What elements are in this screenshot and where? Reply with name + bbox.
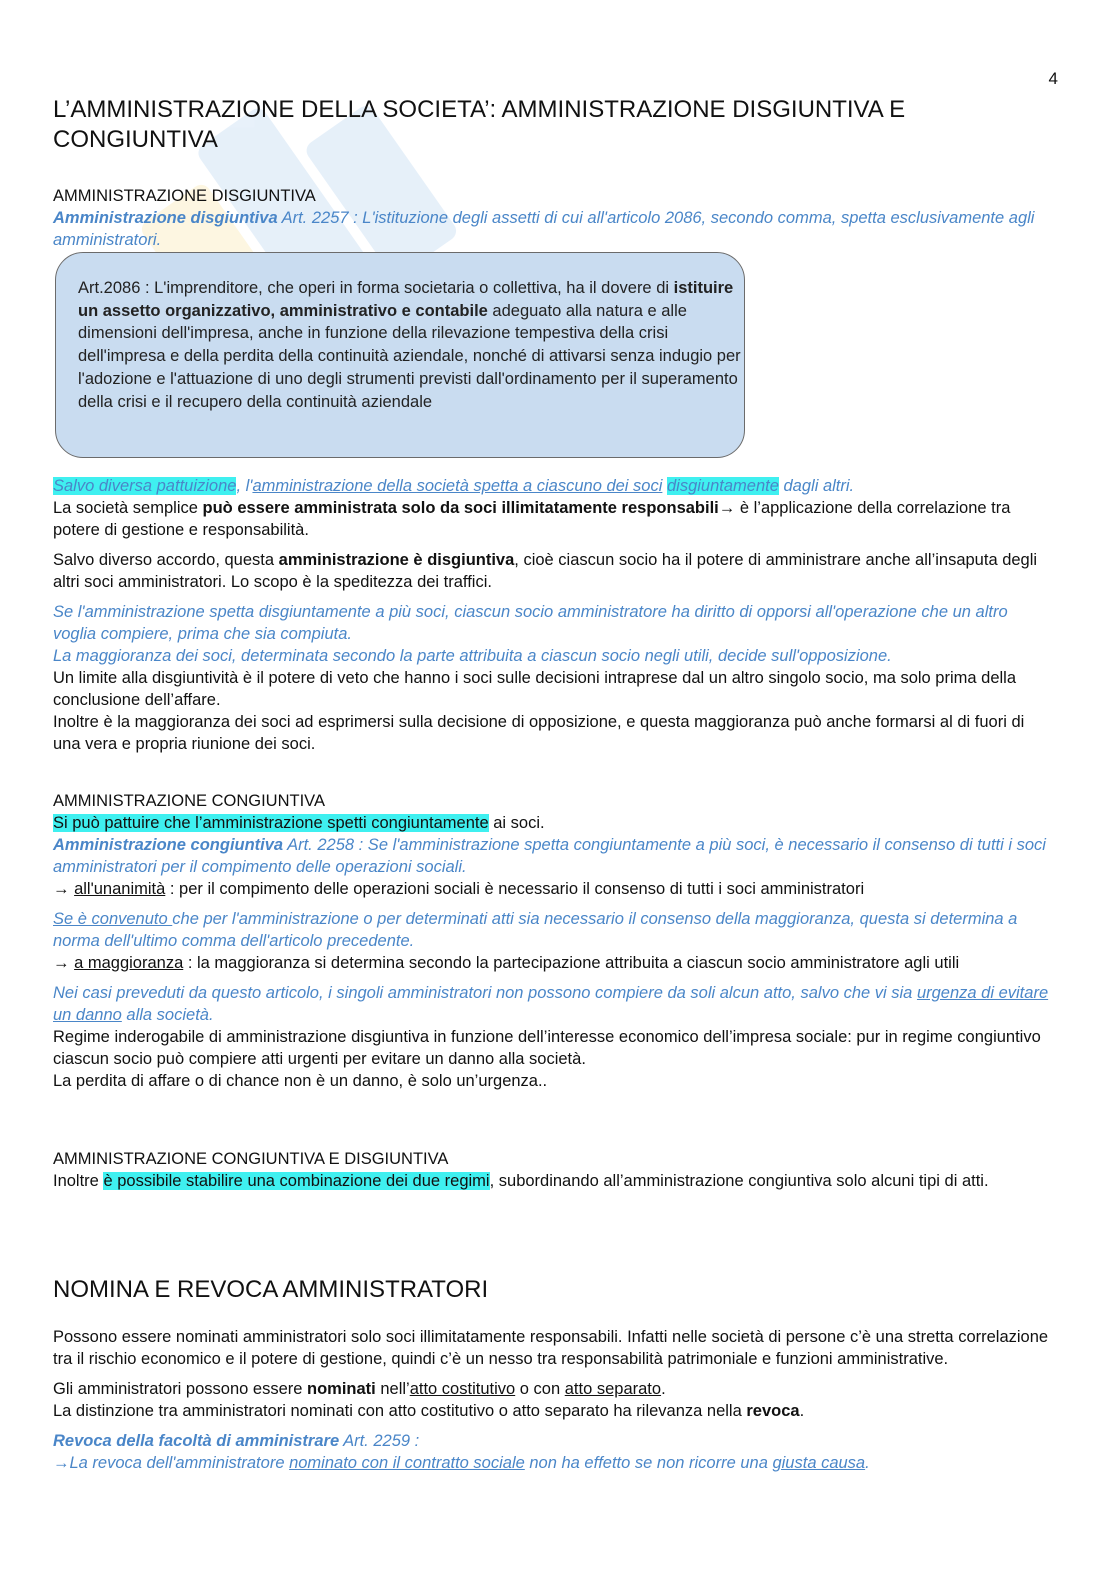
arrow: → [53, 880, 75, 898]
section-heading-mista: AMMINISTRAZIONE CONGIUNTIVA E DISGIUNTIVA [53, 1150, 449, 1168]
art-label: Amministrazione congiuntiva [53, 836, 284, 854]
art-text: Art. 2257 : L'istituzione degli assetti di cui all'articolo 2086, secondo comma, spetta esclusivamente agli amministratori. [53, 209, 1035, 249]
art-2086-box [55, 252, 745, 458]
text: Inoltre [53, 1172, 104, 1190]
section-congiuntiva [53, 790, 1053, 1092]
text: La distinzione tra amministratori nominati con atto costitutivo o atto separato ha rilevanza nella [53, 1402, 747, 1420]
paragraph: La perdita di affare o di chance non è un danno, è solo un’urgenza.. [53, 1072, 548, 1090]
section-mista [53, 1148, 1053, 1192]
paragraph: Inoltre è la maggioranza dei soci ad esprimersi sulla decisione di opposizione, e questa maggioranza può anche formarsi al di fuori di una vera e propria riunione dei soci. [53, 713, 1025, 753]
text: ai soci. [488, 814, 545, 832]
text: →La revoca dell'amministratore [53, 1454, 290, 1472]
art-2257-quote [53, 207, 1053, 251]
paragraph [53, 497, 1053, 541]
text: → è l’applicazione della correlazione tra potere di gestione e responsabilità. [53, 499, 1011, 539]
paragraph [53, 1378, 1053, 1400]
paragraph [53, 812, 1053, 834]
text: : per il compimento delle operazioni sociali è necessario il consenso di tutti i soci amministratori [165, 880, 865, 898]
text: non ha effetto se non ricorre una [524, 1454, 773, 1472]
paragraph [53, 1400, 1053, 1422]
salvo-line [53, 475, 1053, 497]
text: Nei casi preveduti da questo articolo, i singoli amministratori non possono compiere da soli alcun atto, salvo che vi sia [53, 984, 917, 1002]
paragraph: Possono essere nominati amministratori solo soci illimitatamente responsabili. Infatti nelle società di persone c’è una stretta correlazione tra il rischio economico e il potere di gestione, quindi c’è un nesso tra responsabilità patrimoniale e funzioni amministrative. [53, 1328, 1049, 1368]
text: Gli amministratori possono essere [53, 1380, 308, 1398]
highlight: è possibile stabilire una combinazione dei due regimi [103, 1172, 490, 1190]
text: La società semplice [53, 499, 203, 517]
section-disgiuntiva-body [53, 475, 1053, 755]
section-disgiuntiva-intro [53, 185, 1053, 251]
quote: La maggioranza dei soci, determinata secondo la parte attribuita a ciascun socio negli utili, decide sull'opposizione. [53, 647, 892, 665]
section-title-nomina: NOMINA E REVOCA AMMINISTRATORI [53, 1276, 489, 1303]
underlined-text: urgenza di evitare un danno [53, 984, 1049, 1024]
quote: Se l'amministrazione spetta disgiuntamente a più soci, ciascun socio amministratore ha diritto di opporsi all'operazione che un altro voglia compiere, prima che sia compiuta. [53, 603, 1008, 643]
art-text: Art. 2258 : Se l'amministrazione spetta congiuntamente a più soci, è necessario il consenso di tutti i soci amministratori per il compimento delle operazioni sociali. [53, 836, 1046, 876]
section-heading-disgiuntiva: AMMINISTRAZIONE DISGIUNTIVA [53, 187, 316, 205]
underlined-text: amministrazione della società spetta a ciascuno dei soci [252, 477, 663, 495]
text: , cioè ciascun socio ha il potere di amministrare anche all’insaputa degli altri soci amministratori. Lo scopo è la speditezza dei traffici. [53, 551, 1038, 591]
text: nell’ [375, 1380, 410, 1398]
quote [53, 982, 1053, 1026]
underlined-text: all'unanimità [74, 880, 166, 898]
text: . [865, 1454, 870, 1472]
box-text-2: adeguato alla natura e alle dimensioni dell'impresa, anche in funzione della rilevazione tempestiva della crisi dell'impresa e della perdita della continuità aziendale, nonché di attivarsi senza indugio per l'adozione e l'attuazione di uno degli strumenti previsti dall'ordinamento per il superamento della crisi e il recupero della continuità aziendale [78, 301, 741, 411]
text: , l' [236, 477, 253, 495]
quote [53, 1452, 1053, 1474]
box-text-bold: istituire un assetto organizzativo, amministrativo e contabile [78, 279, 734, 320]
paragraph [53, 1170, 1053, 1192]
text: alla società. [121, 1006, 214, 1024]
page-title: L’AMMINISTRAZIONE DELLA SOCIETA’: AMMINISTRAZIONE DISGIUNTIVA E CONGIUNTIVA [53, 96, 906, 153]
underlined-text: atto costitutivo [409, 1380, 516, 1398]
paragraph [53, 952, 1053, 974]
bold-text: può essere amministrata solo da soci illimitatamente responsabili [202, 499, 719, 517]
art-2259-quote [53, 1430, 1053, 1452]
bold-text: nominati [307, 1380, 376, 1398]
paragraph: Regime inderogabile di amministrazione disgiuntiva in funzione dell’interesse economico dell’impresa sociale: pur in regime congiuntivo ciascun socio può compiere atti urgenti per evitare un danno alla società. [53, 1028, 1041, 1068]
art-text: Art. 2259 : [339, 1432, 420, 1450]
art-label: Revoca della facoltà di amministrare [53, 1432, 340, 1450]
section-nomina [53, 1326, 1053, 1474]
text: . [799, 1402, 805, 1420]
text: Salvo diverso accordo, questa [53, 551, 279, 569]
highlight: Salvo diversa pattuizione [53, 477, 237, 495]
underlined-text: atto separato [564, 1380, 662, 1398]
bold-text: revoca [746, 1402, 800, 1420]
text: dagli altri. [778, 477, 855, 495]
paragraph: Un limite alla disgiuntività è il potere di veto che hanno i soci sulle decisioni intraprese dal un altro singolo socio, ma solo prima della conclusione dell’affare. [53, 669, 1017, 709]
arrow: → [53, 954, 75, 972]
art-label: Amministrazione disgiuntiva [53, 209, 278, 227]
section-heading-congiuntiva: AMMINISTRAZIONE CONGIUNTIVA [53, 792, 325, 810]
quote [53, 908, 1053, 952]
underlined-text: a maggioranza [74, 954, 184, 972]
highlight: Si può pattuire che l’amministrazione spetti congiuntamente [53, 814, 489, 832]
page-number: 4 [1048, 69, 1058, 88]
text: . [661, 1380, 666, 1398]
bold-text: amministrazione è disgiuntiva [278, 551, 515, 569]
underlined-text: nominato con il contratto sociale [289, 1454, 525, 1472]
art-2258-quote [53, 834, 1053, 878]
box-text-1: Art.2086 : L'imprenditore, che operi in forma societaria o collettiva, ha il dovere di [78, 279, 674, 297]
text: , subordinando all’amministrazione congiuntiva solo alcuni tipi di atti. [489, 1172, 989, 1190]
text: o con [515, 1380, 565, 1398]
text: che per l'amministrazione o per determinati atti sia necessario il consenso della maggioranza, questa si determina a norma dell'ultimo comma dell'articolo precedente. [53, 910, 1018, 950]
paragraph [53, 878, 1053, 900]
highlight: disgiuntamente [667, 477, 779, 495]
paragraph [53, 549, 1053, 593]
underlined-text: Se è convenuto [53, 910, 173, 928]
underlined-text: giusta causa [772, 1454, 866, 1472]
text: : la maggioranza si determina secondo la partecipazione attribuita a ciascun socio amministratore agli utili [183, 954, 960, 972]
